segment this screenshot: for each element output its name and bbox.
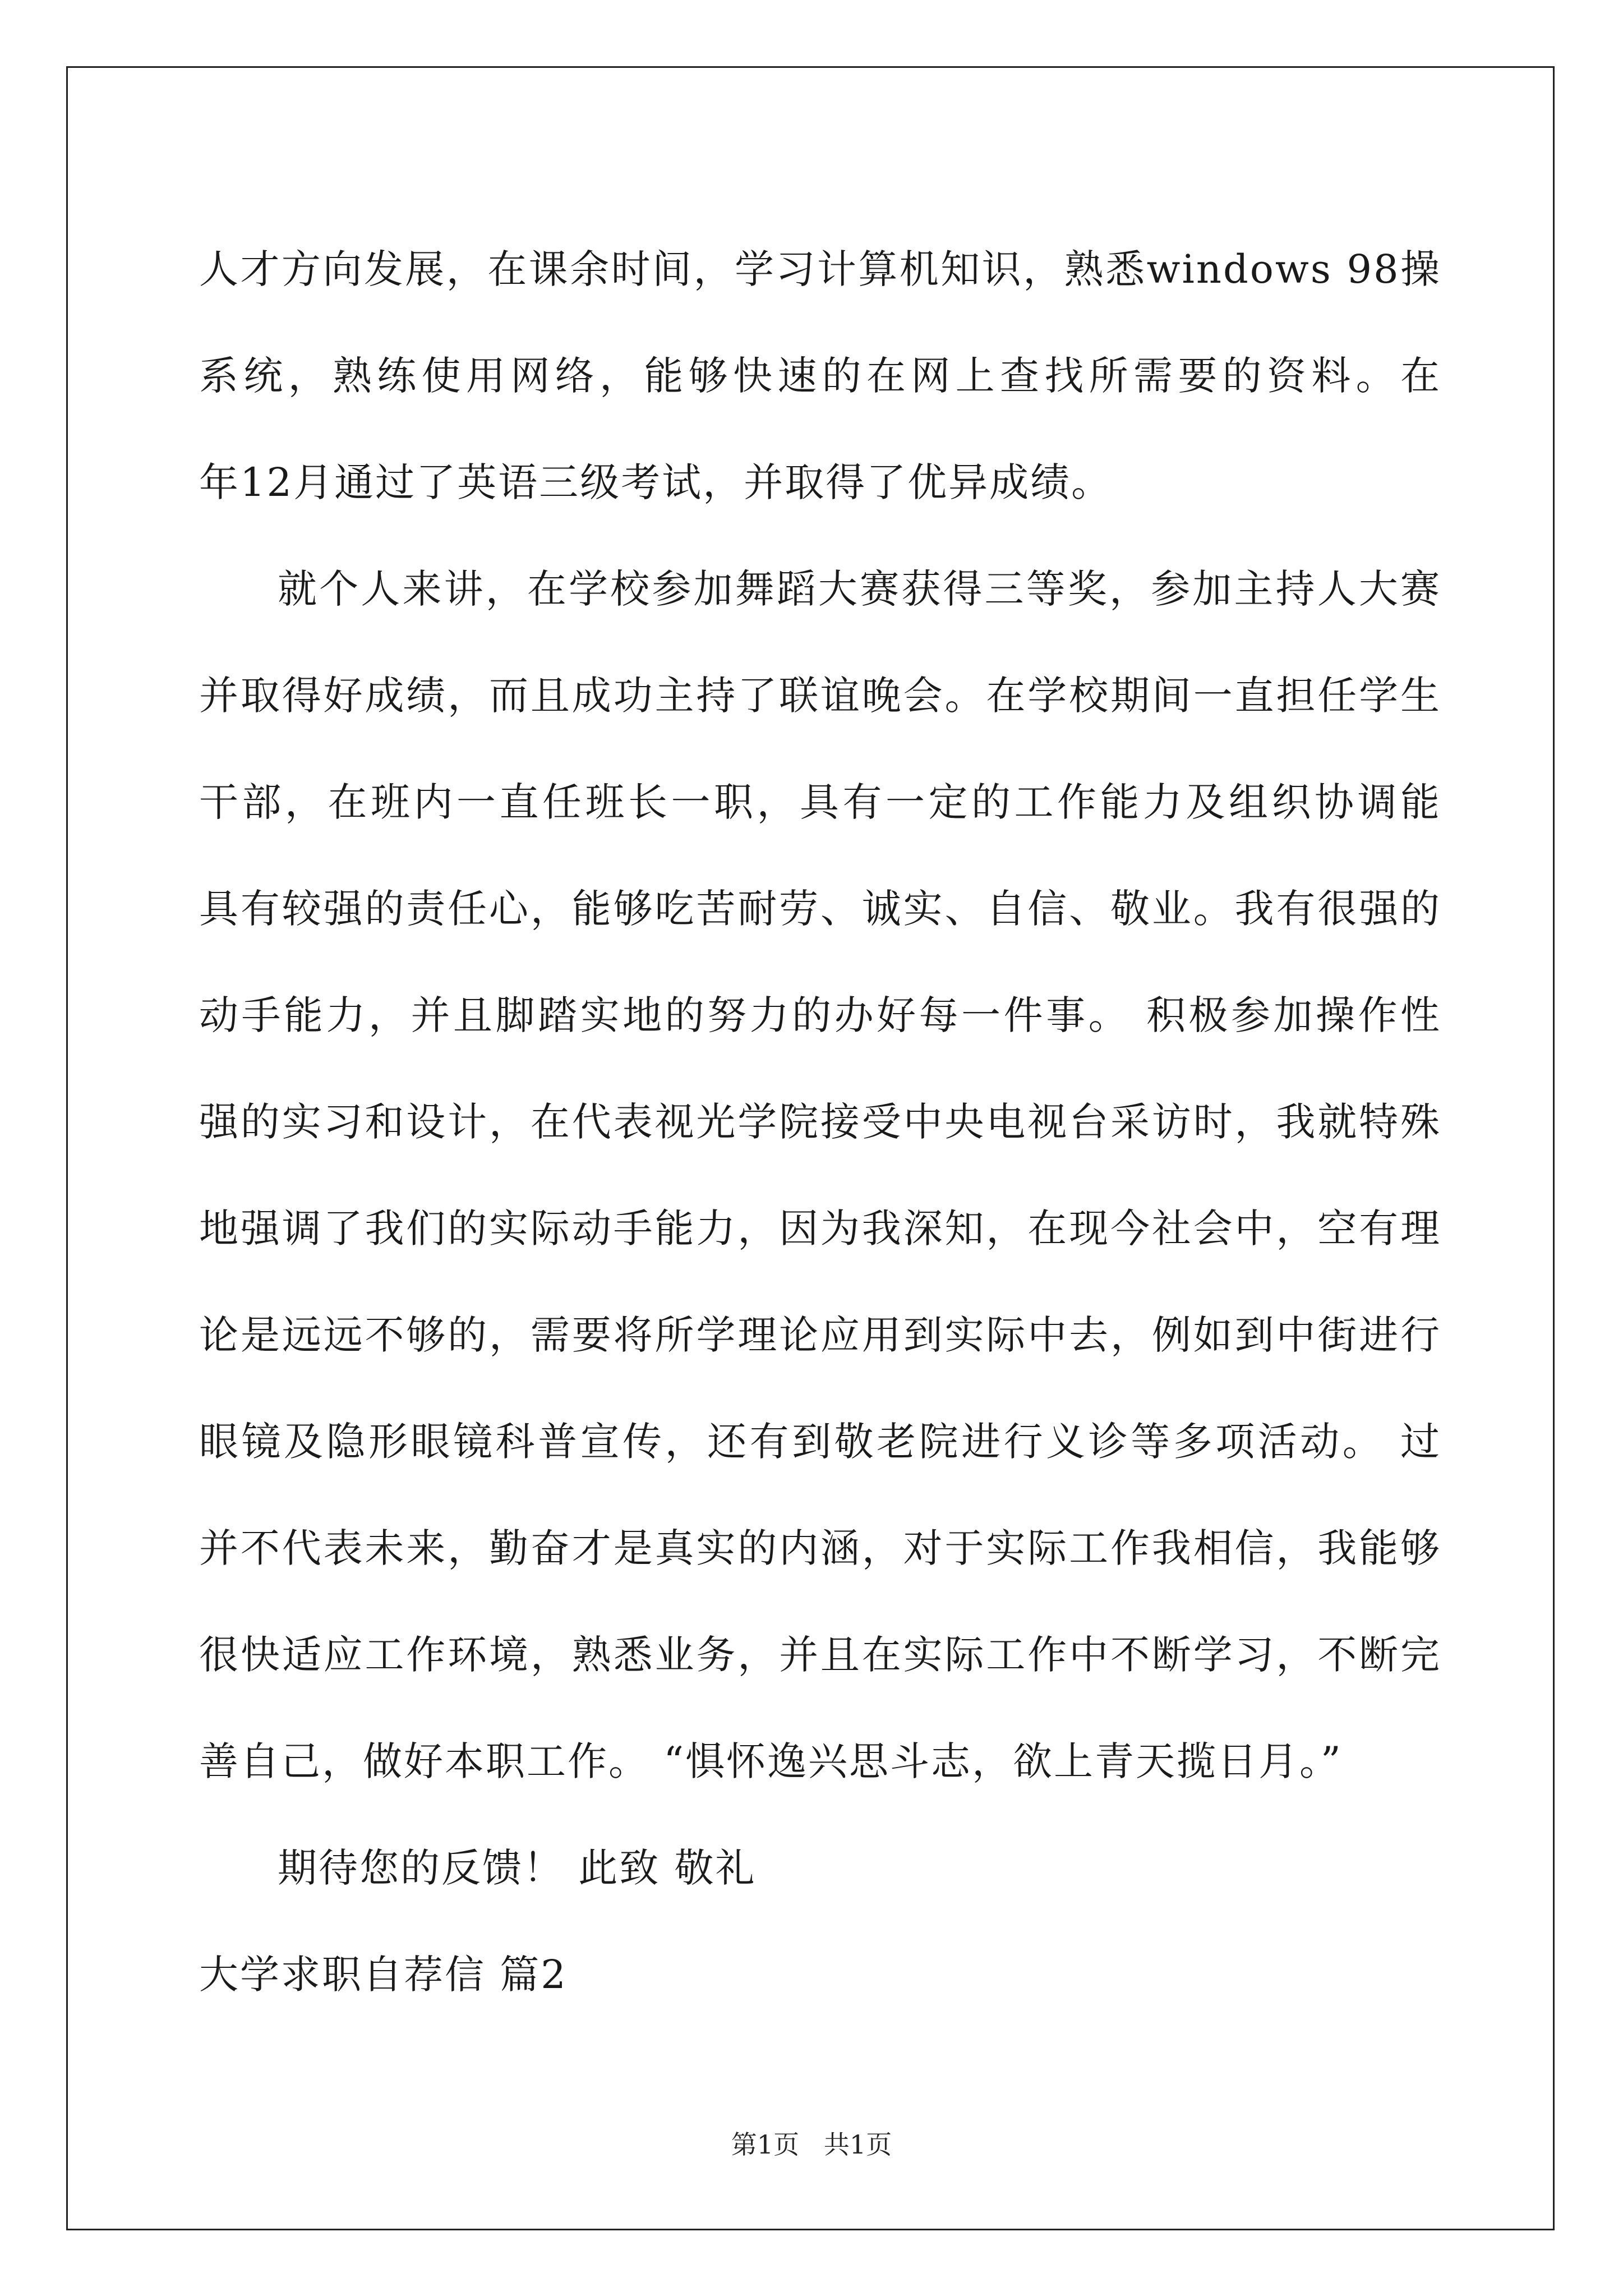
body-line: 善自己，做好本职工作。 “惧怀逸兴思斗志，欲上青天揽日月。”: [199, 1738, 1343, 1784]
document-body: [199, 216, 1441, 2028]
body-line: 系统，熟练使用网络，能够快速的在网上查找所需要的资料。在: [199, 353, 1441, 399]
body-line: 眼镜及隐形眼镜科普宣传，还有到敬老院进行义诊等多项活动。 过: [199, 1419, 1441, 1465]
body-line: 年12月通过了英语三级考试，并取得了优异成绩。: [199, 459, 1113, 505]
closing-line: 期待您的反馈！ 此致 敬礼: [278, 1845, 757, 1891]
page-footer: 第1页 共1页: [731, 2129, 892, 2160]
body-line: 人才方向发展，在课余时间，学习计算机知识，熟悉windows 98操: [199, 246, 1441, 292]
body-line: 具有较强的责任心，能够吃苦耐劳、诚实、自信、敬业。我有很强的: [199, 886, 1441, 932]
body-line: 动手能力，并且脚踏实地的努力的办好每一件事。 积极参加操作性: [199, 992, 1441, 1038]
body-line: 很快适应工作环境，熟悉业务，并且在实际工作中不断学习，不断完: [199, 1632, 1441, 1678]
body-line: 干部，在班内一直任班长一职，具有一定的工作能力及组织协调能: [199, 779, 1441, 825]
paragraph-first-line: 就个人来讲，在学校参加舞蹈大赛获得三等奖，参加主持人大赛: [278, 566, 1441, 612]
body-line: 论是远远不够的，需要将所学理论应用到实际中去，例如到中街进行: [199, 1312, 1441, 1358]
body-line: 并取得好成绩，而且成功主持了联谊晚会。在学校期间一直担任学生: [199, 673, 1441, 719]
body-line: 强的实习和设计，在代表视光学院接受中央电视台采访时，我就特殊: [199, 1099, 1441, 1145]
section-heading: 大学求职自荐信 篇2: [199, 1952, 568, 1998]
body-line: 并不代表未来，勤奋才是真实的内涵，对于实际工作我相信，我能够: [199, 1525, 1441, 1571]
body-line: 地强调了我们的实际动手能力，因为我深知，在现今社会中，空有理: [199, 1205, 1441, 1251]
